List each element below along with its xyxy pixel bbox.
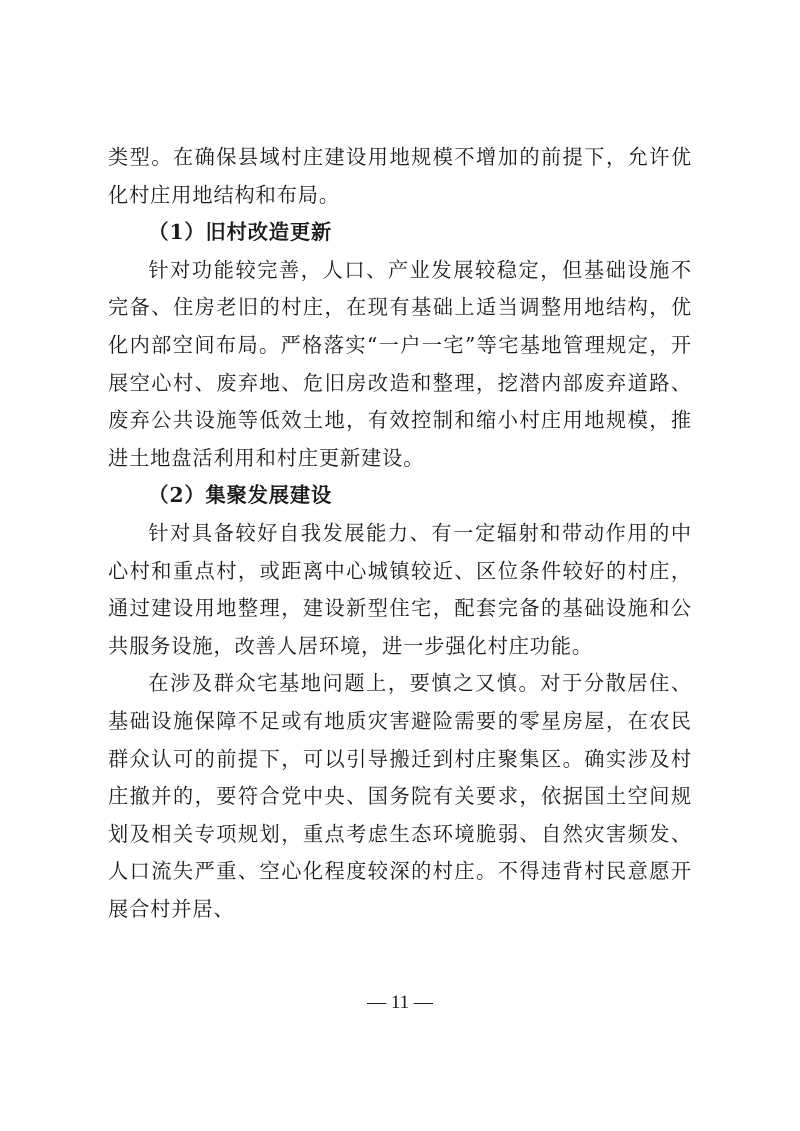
page-number: — 11 —: [367, 992, 433, 1013]
section-heading-cluster-development: （2）集聚发展建设: [148, 483, 333, 508]
document-body: [108, 139, 692, 928]
paragraph-homestead-issues: 在涉及群众宅基地问题上，要慎之又慎。对于分散居住、基础设施保障不足或有地质灾害避险需要的零星房屋，在农民群众认可的前提下，可以引导搬迁到村庄聚集区。确实涉及村庄撤并的，要符合党中央、国务院有关要求，依据国土空间规划及相关专项规划，重点考虑生态环境脆弱、自然灾害频发、人口流失严重、空心化程度较深的村庄。不得违背村民意愿开展合村并居、: [108, 671, 692, 921]
section-heading-old-village-renewal: （1）旧村改造更新: [148, 220, 333, 245]
paragraph-cluster-development: 针对具备较好自我发展能力、有一定辐射和带动作用的中心村和重点村，或距离中心城镇较近、区位条件较好的村庄，通过建设用地整理，建设新型住宅，配套完备的基础设施和公共服务设施，改善人居环境，进一步强化村庄功能。: [108, 520, 692, 658]
paragraph-old-village-renewal: 针对功能较完善，人口、产业发展较稳定，但基础设施不完备、住房老旧的村庄，在现有基础上适当调整用地结构，优化内部空间布局。严格落实“一户一宅”等宅基地管理规定，开展空心村、废弃地、危旧房改造和整理，挖潜内部废弃道路、废弃公共设施等低效土地，有效控制和缩小村庄用地规模，推进土地盘活利用和村庄更新建设。: [108, 257, 692, 470]
paragraph-continuation: 类型。在确保县域村庄建设用地规模不增加的前提下，允许优化村庄用地结构和布局。: [108, 145, 692, 207]
